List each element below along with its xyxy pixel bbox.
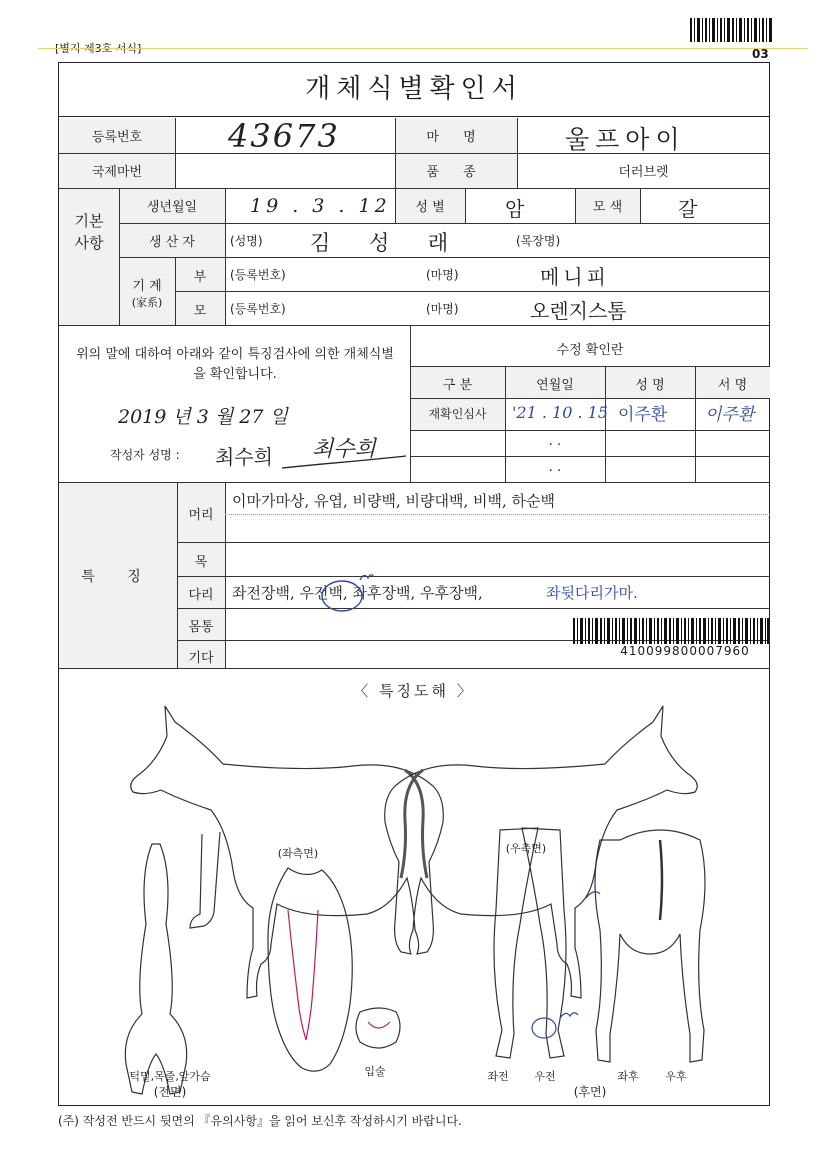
lineage-hanja: (家系): [131, 296, 163, 309]
feature-legs-value: 좌전장백, 우전백, 좌후장백, 우후장백,: [232, 584, 483, 602]
feature-label-head: 머리: [188, 508, 214, 523]
rear-fl-caption: 좌전: [487, 1070, 509, 1083]
producer-name-value: 김 성 래: [310, 231, 465, 255]
sire-name-value: 메니피: [540, 265, 610, 289]
rule: [177, 608, 770, 609]
rev-col-date: 연월일: [536, 378, 574, 393]
breed-label: 품 종: [426, 165, 486, 180]
color-label: 모 색: [592, 200, 623, 215]
rule: [58, 325, 770, 326]
revision-title: 수정 확인란: [556, 343, 624, 358]
sire-reg-label: (등록번호): [230, 268, 286, 282]
top-barcode: [690, 18, 772, 42]
feature-legs-blue-value: 좌뒷다리가마.: [546, 584, 638, 602]
feature-head-value: 이마가마상, 유엽, 비량백, 비량대백, 비백, 하순백: [232, 492, 555, 510]
form-number: [별지 제3호 서식]: [55, 42, 142, 55]
intl-no-label: 국제마번: [91, 165, 143, 180]
rule: [225, 188, 226, 325]
color-value: 갈: [678, 197, 698, 221]
rule: [58, 188, 770, 189]
sire-label: 부: [193, 270, 207, 285]
rev-col-type: 구 분: [442, 378, 473, 393]
rear-hl-caption: 좌후: [617, 1070, 639, 1083]
rule: [177, 542, 770, 543]
signature-stroke: [280, 452, 410, 472]
feature-label-legs: 다리: [188, 588, 214, 603]
rule: [410, 456, 770, 457]
sire-name-label: (마명): [426, 268, 459, 282]
rule: [410, 398, 770, 399]
features-barcode: [573, 618, 769, 644]
confirm-statement: 위의 말에 대하여 아래와 같이 특징검사에 의한 개체식별을 확인합니다.: [76, 347, 394, 382]
left-side-label: (좌측면): [277, 847, 319, 860]
farm-label: (목장명): [516, 234, 561, 248]
feature-label-other: 기다: [188, 651, 214, 666]
rear-fr-caption: 우전: [534, 1070, 556, 1083]
rear-hr-caption: 우후: [665, 1070, 687, 1083]
page-number: 03: [752, 47, 769, 61]
rule: [119, 257, 770, 258]
front-label: (전면): [153, 1085, 187, 1099]
front-caption: 턱밑,목줄,앞가슴: [129, 1070, 211, 1083]
rear-label: (후면): [573, 1085, 607, 1099]
features-section-label: 특 징: [81, 569, 155, 585]
birth-value: 19 . 3 . 12: [250, 195, 391, 217]
reg-no-label: 등록번호: [91, 130, 143, 145]
footer-note: (주) 작성전 반드시 뒷면의 『유의사항』을 읽어 보신후 작성하시기 바랍니다.: [58, 1114, 462, 1128]
rule: [177, 576, 770, 577]
rule: [175, 118, 176, 188]
rule-dotted: [225, 514, 770, 515]
rev-row1-name: 이주환: [618, 405, 668, 425]
circle-mark: [318, 560, 378, 620]
horse-diagram: [60, 700, 768, 1100]
dam-reg-label: (등록번호): [230, 302, 286, 316]
rule: [58, 668, 770, 669]
basic-section-label: 기본사항: [74, 212, 104, 252]
rule: [410, 430, 770, 431]
rev-col-sign: 서 명: [717, 378, 748, 393]
rule: [465, 188, 466, 223]
rev-row3-date: . .: [548, 460, 562, 475]
rev-row1-date: '21 . 10 . 15: [512, 403, 608, 422]
producer-name-label: (성명): [230, 234, 263, 248]
rule: [58, 482, 770, 483]
feature-label-body: 몸통: [188, 620, 214, 635]
sex-value: 암: [505, 197, 525, 221]
form-title: 개체식별확인서: [58, 62, 770, 117]
right-side-label: (우측면): [505, 842, 547, 855]
confirm-date: 2019 년 3 월 27 일: [118, 406, 288, 428]
lineage-label: 기 계: [132, 279, 162, 294]
rule: [640, 188, 641, 223]
writer-label: 작성자 성명 :: [110, 448, 180, 462]
barcode-number: 410099800007960: [620, 644, 750, 658]
rev-col-name: 성 명: [635, 378, 665, 393]
horse-name-label: 마 명: [426, 130, 486, 145]
rule: [175, 291, 770, 292]
header-rule: [38, 48, 808, 49]
writer-name: 최수희: [215, 445, 273, 469]
birth-label: 생년월일: [146, 200, 198, 215]
writer-signature: 최수희: [312, 437, 376, 462]
dam-label: 모: [193, 304, 207, 319]
producer-label: 생 산 자: [149, 235, 195, 250]
rev-row2-date: . .: [548, 434, 562, 449]
horse-name-value: 울프아이: [565, 125, 686, 154]
breed-value: 더러브렛: [618, 165, 669, 180]
reg-no-value: 43673: [228, 117, 340, 155]
rev-row1-type: 재확인심사: [428, 407, 487, 421]
sex-label: 성 별: [415, 200, 445, 215]
rev-row1-sign: 이주환: [705, 405, 755, 425]
feature-label-neck: 목: [194, 555, 208, 570]
dam-name-label: (마명): [426, 302, 459, 316]
rule: [119, 223, 770, 224]
diagram-title: 〈 특징도해 〉: [353, 682, 475, 700]
dam-name-value: 오렌지스톰: [530, 299, 627, 323]
lips-caption: 입술: [364, 1065, 386, 1078]
rule: [410, 366, 770, 367]
